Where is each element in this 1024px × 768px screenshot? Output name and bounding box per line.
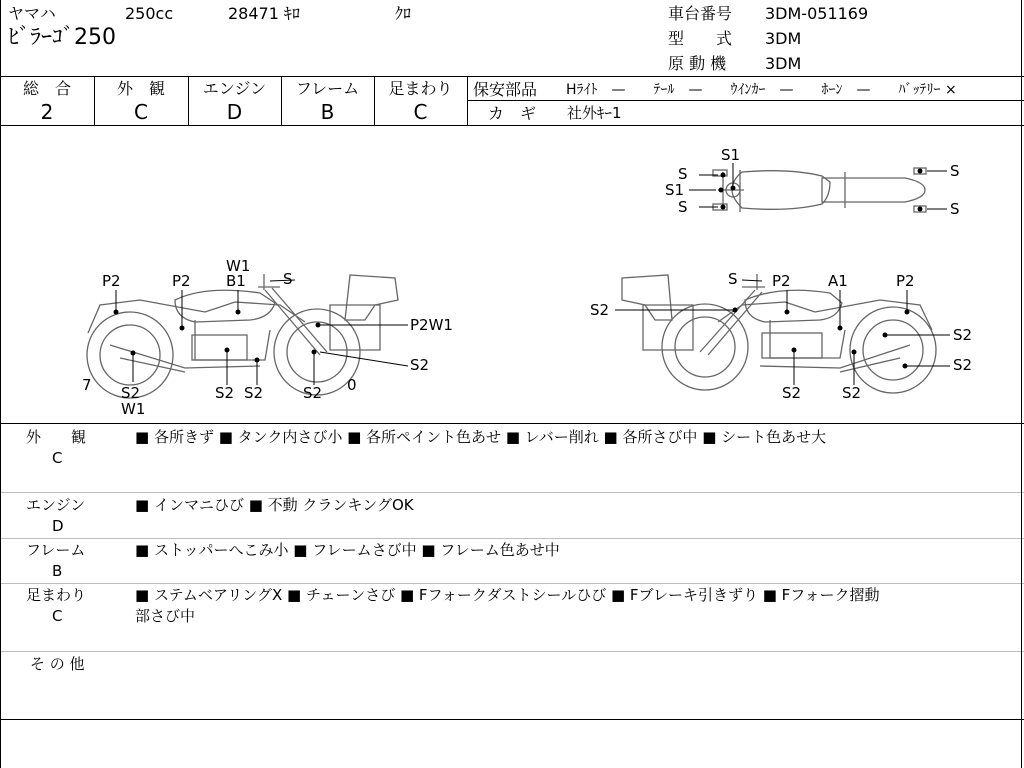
suspension-label: 足まわり (388, 79, 453, 98)
notes-suspension-grade: C (52, 607, 63, 625)
engine-grade: D (226, 100, 243, 124)
displacement: 250cc (125, 4, 174, 23)
diagram-label: 7 (82, 376, 92, 394)
diagram-label: W1 (121, 400, 146, 418)
engine-label: エンジン (202, 79, 267, 98)
diagram-label: S (950, 200, 960, 218)
type-value: 3DM (765, 29, 802, 48)
diagram-label: S (678, 165, 688, 183)
diagram-label: S2 (842, 384, 862, 402)
diagram-label: S2 (244, 384, 264, 402)
diagram-label: S2 (410, 356, 430, 374)
frame-grade: B (320, 100, 335, 124)
suspension-grade: C (413, 100, 428, 124)
overall-label: 総 合 (22, 79, 71, 98)
engine-model-label: 原 動 機 (668, 54, 727, 73)
notes-engine-grade: D (52, 517, 64, 535)
diagram-label: S (283, 270, 293, 288)
diagram-label: P2 (896, 272, 915, 290)
exterior-label: 外 観 (116, 79, 165, 98)
diagram-label: 0 (347, 376, 357, 394)
notes-suspension-text-cont: 部さび中 (135, 607, 196, 625)
diagram-label: S2 (121, 384, 141, 402)
diagram-label: S2 (782, 384, 802, 402)
notes-engine-label: エンジン (26, 496, 86, 514)
diagram-label: S1 (721, 146, 741, 164)
diagram-label: S2 (590, 301, 610, 319)
maker: ヤマハ (8, 4, 56, 23)
notes-exterior-label: 外 観 (26, 428, 87, 446)
overall-grade: 2 (40, 100, 54, 124)
diagram-label: P2 (102, 272, 121, 290)
notes-suspension-text: ■ ステムベアリングX ■ チェーンさび ■ Fフォークダストシールひび ■ Fブレーキ引きずり ■ Fフォーク摺動 (135, 586, 880, 604)
notes-engine-text: ■ インマニひび ■ 不動 クランキングOK (135, 496, 414, 514)
diagram-label: B1 (226, 272, 246, 290)
diagram-label: S (728, 270, 738, 288)
safety-items: Hﾗｲﾄ — ﾃｰﾙ — ｳｲﾝｶｰ — ﾎｰﾝ — ﾊﾞｯﾃﾘｰ × (566, 82, 957, 98)
top-view-bike (713, 168, 926, 212)
diagram-label: A1 (828, 272, 848, 290)
right-view-bike (622, 270, 936, 393)
model-name: ﾋﾞﾗｰｺﾞ250 (8, 25, 116, 50)
notes-other-label: そ の 他 (30, 655, 85, 673)
frame-no: 3DM-051169 (765, 4, 869, 23)
diagram-label: S2 (953, 326, 973, 344)
safety-label: 保安部品 (473, 80, 538, 99)
type-label: 型 式 (668, 29, 733, 48)
diagram-label: S2 (303, 384, 323, 402)
diagram-label: S1 (665, 181, 685, 199)
notes-frame-label: フレーム (26, 541, 86, 559)
frame-no-label: 車台番号 (668, 4, 733, 23)
notes-exterior-grade: C (52, 449, 63, 467)
notes-exterior-text: ■ 各所きず ■ タンク内さび小 ■ 各所ペイント色あせ ■ レバー削れ ■ 各所さび中 ■ シート色あせ大 (135, 428, 827, 446)
diagram-label: S2 (953, 356, 973, 374)
engine-model: 3DM (765, 54, 802, 73)
diagram-label: S (678, 198, 688, 216)
mileage: 28471 ｷﾛ (228, 4, 300, 23)
diagram-label: P2 (772, 272, 791, 290)
key-value: 社外ｷｰ1 (567, 104, 622, 122)
diagram-label: S (950, 162, 960, 180)
notes-suspension-label: 足まわり (26, 586, 87, 604)
notes-frame-grade: B (52, 562, 63, 580)
frame-label: フレーム (295, 79, 360, 98)
color: ｸﾛ (395, 4, 412, 23)
key-label: カ ギ (488, 104, 537, 123)
exterior-grade: C (134, 100, 148, 124)
notes-frame-text: ■ ストッパーへこみ小 ■ フレームさび中 ■ フレーム色あせ中 (135, 541, 560, 559)
diagram-label: P2 (172, 272, 191, 290)
diagram-label: P2W1 (410, 316, 453, 334)
diagram-label: W1 (226, 257, 251, 275)
diagram-label: S2 (215, 384, 235, 402)
